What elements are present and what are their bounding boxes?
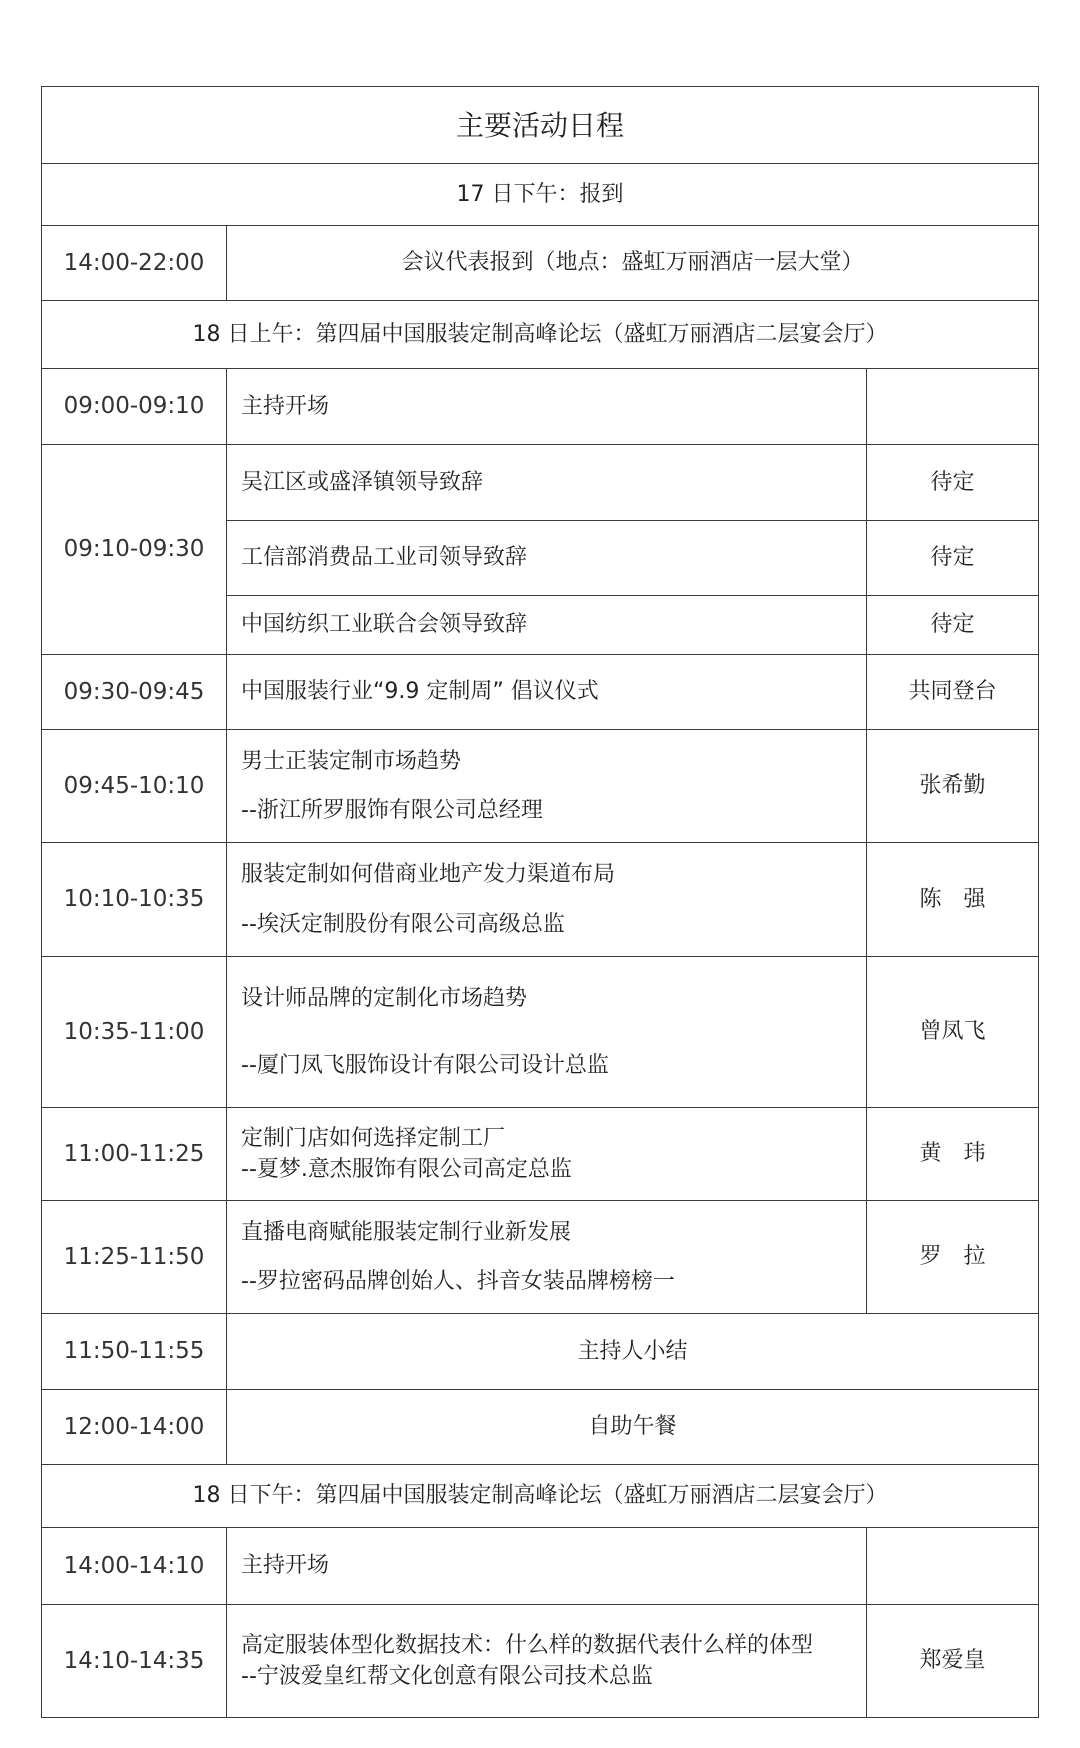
time-cell: 11:00-11:25	[42, 1108, 227, 1201]
topic-cell	[227, 843, 867, 957]
time-cell: 09:10-09:30	[42, 445, 227, 655]
schedule-title: 主要活动日程	[42, 87, 1039, 164]
topic-cell: 中国服装行业“9.9 定制周” 倡议仪式	[227, 655, 867, 730]
speaker-cell: 黄 玮	[867, 1108, 1039, 1201]
speaker-cell: 郑爱皇	[867, 1605, 1039, 1718]
time-cell: 14:00-22:00	[42, 226, 227, 301]
talk-title: 直播电商赋能服装定制行业新发展	[241, 1219, 572, 1245]
talk-title: 设计师品牌的定制化市场趋势	[241, 985, 528, 1011]
topic-cell: 中国纺织工业联合会领导致辞	[227, 596, 867, 655]
speaker-cell: 待定	[867, 596, 1039, 655]
section-header-17-pm: 17 日下午：报到	[42, 164, 1039, 226]
lunch-cell: 自助午餐	[227, 1390, 1039, 1465]
time-cell: 10:10-10:35	[42, 843, 227, 957]
topic-cell: 主持开场	[227, 1528, 867, 1605]
topic-cell	[227, 1201, 867, 1314]
topic-cell	[227, 730, 867, 843]
topic-cell: 主持开场	[227, 369, 867, 445]
time-cell: 11:50-11:55	[42, 1314, 227, 1390]
topic-cell	[227, 1108, 867, 1201]
time-cell: 09:45-10:10	[42, 730, 227, 843]
time-cell: 14:00-14:10	[42, 1528, 227, 1605]
time-cell: 11:25-11:50	[42, 1201, 227, 1314]
speaker-affiliation: --浙江所罗服饰有限公司总经理	[241, 798, 543, 823]
topic-cell: 吴江区或盛泽镇领导致辞	[227, 445, 867, 521]
talk-title: 定制门店如何选择定制工厂	[241, 1125, 506, 1151]
section-header-18-pm: 18 日下午：第四届中国服装定制高峰论坛（盛虹万丽酒店二层宴会厅）	[42, 1465, 1039, 1528]
talk-title: 男士正装定制市场趋势	[241, 748, 462, 774]
topic-cell: 工信部消费品工业司领导致辞	[227, 521, 867, 596]
section-header-18-am: 18 日上午：第四届中国服装定制高峰论坛（盛虹万丽酒店二层宴会厅）	[42, 301, 1039, 369]
talk-title: 高定服装体型化数据技术：什么样的数据代表什么样的体型	[241, 1632, 814, 1658]
time-cell: 12:00-14:00	[42, 1390, 227, 1465]
time-cell: 14:10-14:35	[42, 1605, 227, 1718]
topic-cell	[227, 957, 867, 1108]
speaker-cell	[867, 1528, 1039, 1605]
speaker-cell	[867, 369, 1039, 445]
time-cell: 10:35-11:00	[42, 957, 227, 1108]
talk-title: 服装定制如何借商业地产发力渠道布局	[241, 862, 616, 887]
speaker-cell: 共同登台	[867, 655, 1039, 730]
time-cell: 09:00-09:10	[42, 369, 227, 445]
speaker-affiliation: --宁波爱皇红帮文化创意有限公司技术总监	[241, 1664, 653, 1689]
speaker-cell: 张希勤	[867, 730, 1039, 843]
schedule-table	[41, 86, 1039, 1718]
speaker-affiliation: --夏梦.意杰服饰有限公司高定总监	[241, 1157, 572, 1182]
speaker-affiliation: --埃沃定制股份有限公司高级总监	[241, 911, 565, 937]
speaker-cell: 待定	[867, 521, 1039, 596]
speaker-cell: 曾凤飞	[867, 957, 1039, 1108]
time-cell: 09:30-09:45	[42, 655, 227, 730]
topic-cell	[227, 1605, 867, 1718]
speaker-affiliation: --罗拉密码品牌创始人、抖音女装品牌榜榜一	[241, 1269, 675, 1294]
speaker-cell: 待定	[867, 445, 1039, 521]
speaker-affiliation: --厦门凤飞服饰设计有限公司设计总监	[241, 1053, 609, 1078]
speaker-cell: 罗 拉	[867, 1201, 1039, 1314]
speaker-cell: 陈 强	[867, 843, 1039, 957]
summary-cell: 主持人小结	[227, 1314, 1039, 1390]
checkin-cell: 会议代表报到（地点：盛虹万丽酒店一层大堂）	[227, 226, 1039, 301]
